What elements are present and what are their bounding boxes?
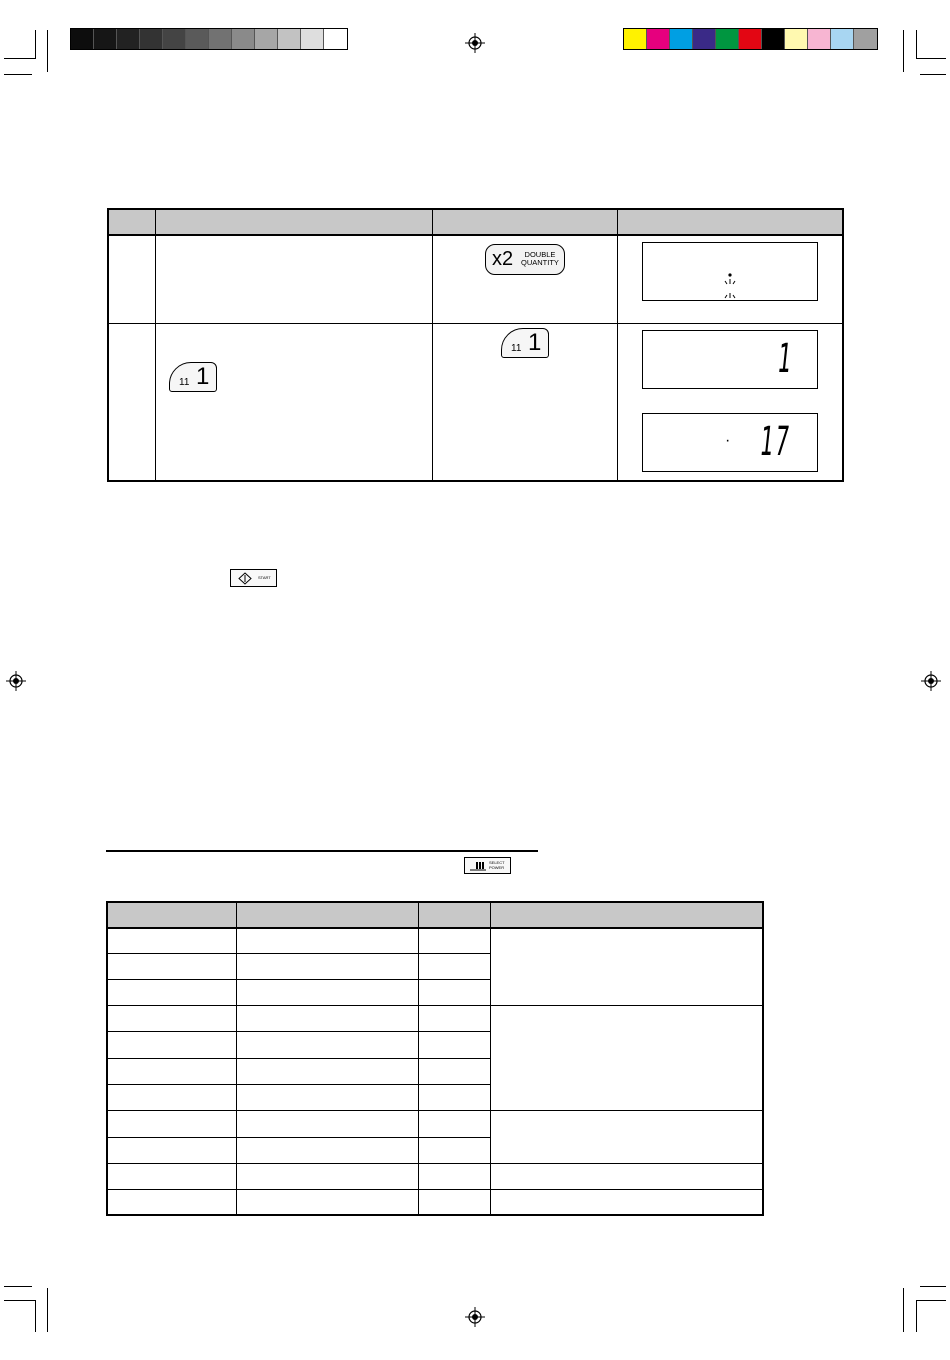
color-swatch [693,29,716,49]
gray-swatch [278,29,301,49]
key-label: DOUBLE QUANTITY [521,250,559,267]
crop-mark [4,58,36,59]
key-small-label: 11 [511,343,522,354]
display-digits: 17 [760,419,791,465]
key-big-label: 1 [528,329,542,356]
display-dot: · [725,432,731,449]
gray-swatch [301,29,324,49]
crop-mark [916,30,917,58]
color-swatch [762,29,785,49]
crop-mark [903,30,904,72]
color-swatch [647,29,670,49]
table-header [109,210,842,236]
gray-swatch [186,29,209,49]
display-digits: 1 [777,336,791,382]
color-bar [623,28,878,50]
color-swatch [808,29,831,49]
crop-mark [920,1286,946,1287]
double-quantity-key[interactable] [485,244,565,275]
crop-mark [916,58,946,59]
display-panel [642,330,818,389]
registration-mark-icon [6,671,26,691]
section-rule [106,850,538,852]
key-small-label: 11 [179,377,190,388]
crop-mark [47,1288,48,1332]
crop-mark [920,74,946,75]
registration-mark-icon [465,1307,485,1327]
gray-swatch [232,29,255,49]
registration-mark-icon [921,671,941,691]
gray-swatch [140,29,163,49]
display-panel [642,242,818,301]
color-swatch [716,29,739,49]
grayscale-bar [70,28,348,50]
crop-mark [916,1300,917,1332]
key-symbol: x2 [492,248,514,270]
crop-mark [916,1300,946,1301]
power-level-table [106,901,764,1216]
crop-mark [35,1300,36,1332]
select-power-button[interactable] [464,857,511,874]
crop-mark [4,74,32,75]
color-swatch [670,29,693,49]
color-swatch [854,29,877,49]
number-1-key[interactable] [169,362,217,392]
crop-mark [903,1288,904,1332]
crop-mark [35,30,36,58]
color-swatch [624,29,647,49]
power-level-icon [470,861,486,871]
gray-swatch [94,29,117,49]
color-swatch [831,29,854,49]
gray-swatch [255,29,278,49]
gray-swatch [117,29,140,49]
key-big-label: 1 [196,363,210,390]
color-swatch [739,29,762,49]
flashing-indicator-icon [721,271,739,301]
color-swatch [785,29,808,49]
table-header [108,903,762,929]
start-icon [238,572,252,585]
crop-mark [4,1286,32,1287]
gray-swatch [163,29,186,49]
select-power-label: SELECT POWER [489,860,505,870]
number-1-key[interactable] [501,328,549,358]
registration-mark-icon [465,33,485,53]
start-button[interactable] [230,569,277,587]
display-panel [642,413,818,472]
gray-swatch [71,29,94,49]
gray-swatch [324,29,347,49]
start-label: START [258,575,271,580]
crop-mark [47,30,48,72]
gray-swatch [209,29,232,49]
crop-mark [4,1300,36,1301]
